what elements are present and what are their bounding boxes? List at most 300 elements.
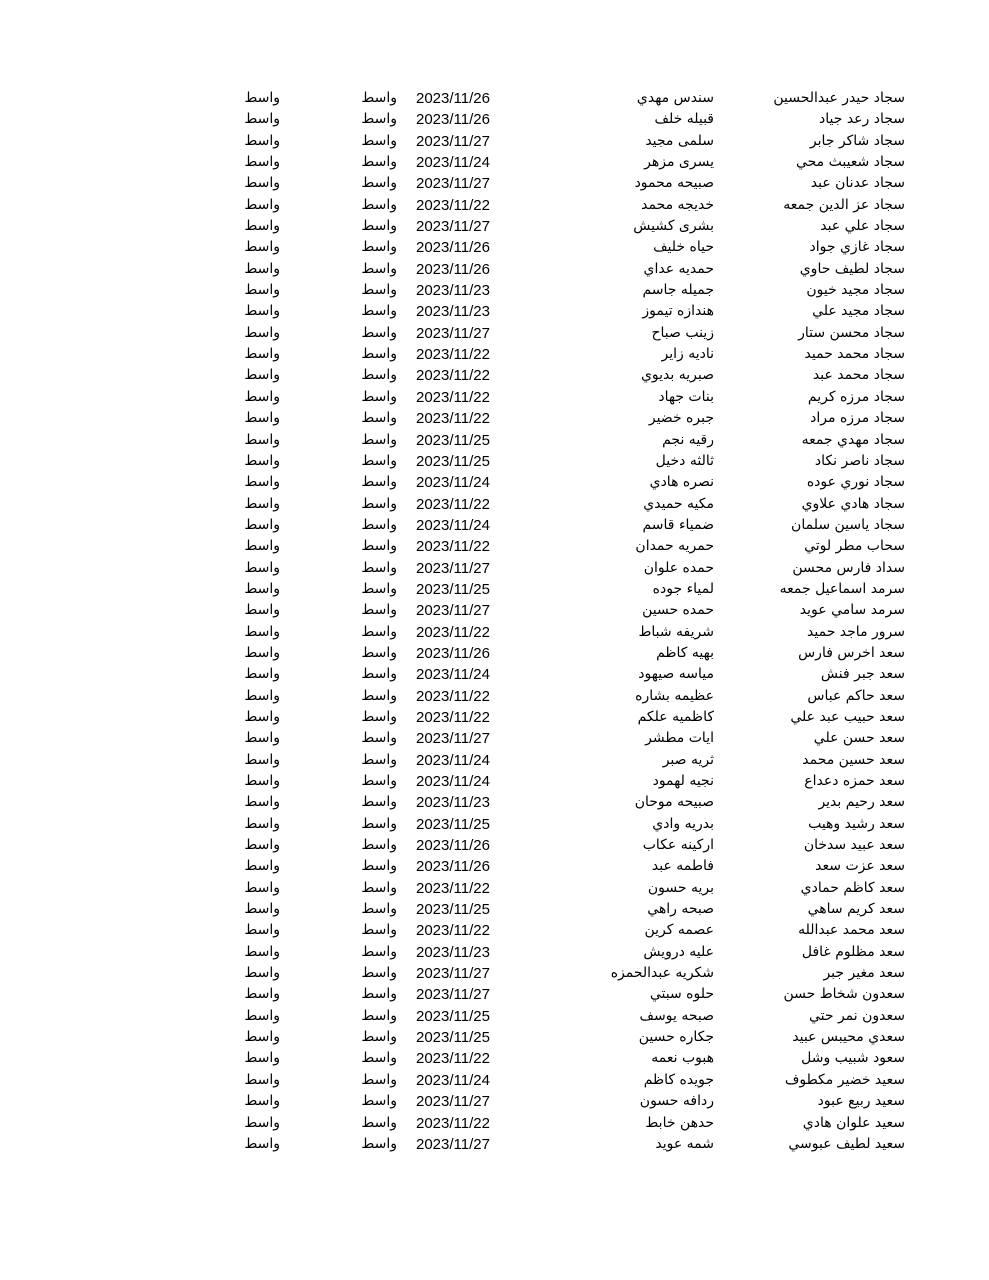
governorate-cell: واسط [361,730,397,747]
table-row [0,1070,989,1091]
governorate-secondary-cell: واسط [244,773,280,789]
mother-name-cell: قبيله خلف [654,111,714,128]
mother-name-cell: عصمه كرين [644,922,714,939]
person-name-cell: سعد حبيب عبد علي [790,708,905,725]
person-name-cell: سعد حمزه دعداع [804,773,905,789]
mother-name-cell: شكريه عبدالحمزه [610,965,714,982]
table-row [0,771,989,792]
mother-name-cell: كاظميه علكم [637,708,714,725]
table-row [0,301,989,322]
date-cell: 2023/11/27 [416,965,490,983]
mother-name-cell: صبريه بديوي [640,367,714,384]
person-name-cell: سجاد علي عبد [820,218,905,235]
governorate-secondary-cell: واسط [244,965,280,982]
governorate-cell: واسط [361,751,397,768]
date-cell: 2023/11/25 [416,431,490,449]
mother-name-cell: هندازه تيموز [642,303,714,320]
date-cell: 2023/11/25 [416,1029,490,1047]
date-cell: 2023/11/22 [416,1114,490,1132]
person-name-cell: سجاد نوري عوده [806,474,905,491]
governorate-cell: واسط [361,346,397,363]
governorate-secondary-cell: واسط [244,751,280,768]
governorate-cell: واسط [361,303,397,320]
governorate-secondary-cell: واسط [244,1114,280,1131]
date-cell: 2023/11/24 [416,751,490,769]
governorate-secondary-cell: واسط [244,1135,280,1152]
person-name-cell: سعد محمد عبدالله [798,922,905,939]
person-name-cell: سرور ماجد حميد [807,623,905,640]
governorate-secondary-cell: واسط [244,388,280,405]
mother-name-cell: بنات جهاد [658,388,714,405]
governorate-secondary-cell: واسط [244,282,280,299]
mother-name-cell: شريفه شباط [638,623,714,640]
date-cell: 2023/11/22 [416,708,490,726]
table-row [0,1113,989,1134]
governorate-cell: واسط [361,901,397,918]
governorate-cell: واسط [361,644,397,661]
governorate-cell: واسط [361,90,397,106]
table-row [0,1134,989,1155]
governorate-cell: واسط [361,922,397,939]
table-row [0,88,989,109]
person-name-cell: سعد عزت سعد [815,858,905,875]
mother-name-cell: حمديه عداي [643,260,714,277]
person-name-cell: سعود شبيب وشل [801,1050,905,1067]
date-cell: 2023/11/27 [416,175,490,193]
governorate-cell: واسط [361,943,397,960]
date-cell: 2023/11/24 [416,773,490,790]
date-cell: 2023/11/26 [416,837,490,855]
date-cell: 2023/11/26 [416,644,490,662]
person-name-cell: سرمد اسماعيل جمعه [779,580,905,597]
table-row [0,750,989,771]
mother-name-cell: حدهن خابط [645,1114,714,1131]
table-row [0,323,989,344]
governorate-secondary-cell: واسط [244,495,280,512]
governorate-secondary-cell: واسط [244,1050,280,1067]
table-row [0,430,989,451]
person-name-cell: سعد حسن علي [813,730,905,747]
person-name-cell: سجاد شاكر جابر [809,132,905,149]
governorate-cell: واسط [361,282,397,299]
table-row [0,814,989,835]
governorate-cell: واسط [361,794,397,811]
mother-name-cell: اركينه عكاب [642,837,714,854]
table-row [0,216,989,237]
governorate-cell: واسط [361,1071,397,1088]
mother-name-cell: جبره خضير [648,410,714,427]
date-cell: 2023/11/22 [416,687,490,705]
governorate-secondary-cell: واسط [244,858,280,875]
table-row [0,451,989,472]
table-row [0,131,989,152]
governorate-cell: واسط [361,1114,397,1131]
mother-name-cell: رقيه نجم [662,431,714,448]
governorate-secondary-cell: واسط [244,516,280,533]
person-name-cell: سعد مظلوم غافل [801,943,905,960]
date-cell: 2023/11/23 [416,282,490,300]
date-cell: 2023/11/25 [416,1007,490,1025]
mother-name-cell: صبحه يوسف [639,1007,714,1024]
person-name-cell: سعد حاكم عباس [807,687,905,704]
date-cell: 2023/11/25 [416,815,490,833]
mother-name-cell: ردافه حسون [639,1093,714,1110]
governorate-secondary-cell: واسط [244,559,280,576]
person-name-cell: سجاد حيدر عبدالحسين [773,90,905,106]
governorate-cell: واسط [361,837,397,854]
governorate-secondary-cell: واسط [244,730,280,747]
table-row [0,152,989,173]
mother-name-cell: نجيه لهمود [652,773,714,789]
person-name-cell: سحاب مطر لوتي [804,538,905,555]
date-cell: 2023/11/24 [416,516,490,534]
governorate-cell: واسط [361,1029,397,1046]
person-name-cell: سعيد علوان هادي [802,1114,905,1131]
date-cell: 2023/11/27 [416,324,490,342]
governorate-cell: واسط [361,367,397,384]
table-row [0,408,989,429]
date-cell: 2023/11/22 [416,196,490,214]
table-row [0,195,989,216]
date-cell: 2023/11/24 [416,474,490,492]
governorate-secondary-cell: واسط [244,602,280,619]
governorate-cell: واسط [361,580,397,597]
mother-name-cell: ايات مطشر [645,730,714,747]
table-row [0,109,989,130]
mother-name-cell: خديجه محمد [641,196,714,213]
governorate-cell: واسط [361,260,397,277]
person-name-cell: سعد عبيد سدخان [803,837,905,854]
governorate-cell: واسط [361,495,397,512]
mother-name-cell: عظيمه بشاره [635,687,714,704]
table-row [0,942,989,963]
governorate-cell: واسط [361,602,397,619]
governorate-cell: واسط [361,815,397,832]
governorate-secondary-cell: واسط [244,943,280,960]
governorate-cell: واسط [361,324,397,341]
governorate-secondary-cell: واسط [244,218,280,235]
table-row [0,237,989,258]
governorate-cell: واسط [361,1093,397,1110]
person-name-cell: سعد حسين محمد [802,751,905,768]
person-name-cell: سجاد هادي علاوي [801,495,905,512]
governorate-secondary-cell: واسط [244,794,280,811]
mother-name-cell: فاطمه عبد [651,858,714,875]
date-cell: 2023/11/22 [416,495,490,513]
mother-name-cell: حياه خليف [653,239,714,256]
governorate-cell: واسط [361,431,397,448]
person-name-cell: سداد فارس محسن [792,559,905,576]
date-cell: 2023/11/23 [416,943,490,961]
mother-name-cell: ناديه زاير [661,346,714,363]
governorate-cell: واسط [361,218,397,235]
governorate-secondary-cell: واسط [244,111,280,128]
governorate-cell: واسط [361,965,397,982]
mother-name-cell: بشرى كشيش [633,218,714,235]
table-row [0,643,989,664]
person-name-cell: سجاد عدنان عبد [810,175,905,192]
mother-name-cell: جميله جاسم [642,282,714,299]
mother-name-cell: زينب صباح [651,324,714,341]
mother-name-cell: ضمياء قاسم [642,516,714,533]
governorate-cell: واسط [361,196,397,213]
table-row [0,984,989,1005]
governorate-cell: واسط [361,132,397,149]
governorate-secondary-cell: واسط [244,175,280,192]
table-row [0,259,989,280]
governorate-secondary-cell: واسط [244,260,280,277]
governorate-secondary-cell: واسط [244,623,280,640]
governorate-secondary-cell: واسط [244,154,280,171]
governorate-secondary-cell: واسط [244,922,280,939]
table-row [0,387,989,408]
mother-name-cell: مياسه صيهود [638,666,714,683]
table-row [0,899,989,920]
governorate-secondary-cell: واسط [244,815,280,832]
person-name-cell: سجاد مجيد علي [812,303,905,320]
governorate-secondary-cell: واسط [244,1093,280,1110]
mother-name-cell: يسرى مزهر [644,154,714,171]
table-row [0,280,989,301]
table-row [0,365,989,386]
date-cell: 2023/11/22 [416,388,490,406]
governorate-secondary-cell: واسط [244,367,280,384]
date-cell: 2023/11/23 [416,303,490,321]
table-row [0,664,989,685]
mother-name-cell: عليه درويش [643,943,714,960]
date-cell: 2023/11/26 [416,260,490,278]
governorate-secondary-cell: واسط [244,708,280,725]
governorate-cell: واسط [361,154,397,171]
person-name-cell: سجاد ناصر نكاد [814,452,905,469]
governorate-secondary-cell: واسط [244,1007,280,1024]
table-row [0,878,989,899]
governorate-secondary-cell: واسط [244,1029,280,1046]
table-row [0,515,989,536]
person-name-cell: سجاد مجيد خيون [806,282,905,299]
person-name-cell: سجاد شعيبث محي [795,154,905,171]
mother-name-cell: حمده حسين [642,602,714,619]
governorate-secondary-cell: واسط [244,324,280,341]
mother-name-cell: حلوه سبتي [649,986,714,1003]
date-cell: 2023/11/22 [416,623,490,641]
mother-name-cell: مكيه حميدي [643,495,714,512]
mother-name-cell: شمه عويد [655,1135,714,1152]
governorate-cell: واسط [361,1050,397,1067]
table-row [0,494,989,515]
person-name-cell: سجاد محمد عبد [812,367,905,384]
table-row [0,920,989,941]
governorate-cell: واسط [361,538,397,555]
governorate-secondary-cell: واسط [244,666,280,683]
date-cell: 2023/11/24 [416,1071,490,1089]
mother-name-cell: لمياء جوده [652,580,714,597]
governorate-secondary-cell: واسط [244,986,280,1003]
date-cell: 2023/11/22 [416,346,490,364]
person-name-cell: سعد رشيد وهيب [808,815,905,832]
table-row [0,579,989,600]
person-name-cell: سعد مغير جبر [823,965,905,982]
date-cell: 2023/11/22 [416,367,490,385]
date-cell: 2023/11/25 [416,580,490,598]
governorate-secondary-cell: واسط [244,1071,280,1088]
governorate-cell: واسط [361,773,397,789]
governorate-secondary-cell: واسط [244,431,280,448]
mother-name-cell: بريه حسون [647,879,714,896]
governorate-secondary-cell: واسط [244,901,280,918]
table-row [0,622,989,643]
mother-name-cell: سلمى مجيد [645,132,714,149]
mother-name-cell: سندس مهدي [636,90,714,106]
date-cell: 2023/11/24 [416,154,490,172]
person-name-cell: سعيد ربيع عبود [817,1093,905,1110]
person-name-cell: سعدي محيبس عبيد [792,1029,905,1046]
date-cell: 2023/11/22 [416,410,490,428]
governorate-secondary-cell: واسط [244,644,280,661]
governorate-secondary-cell: واسط [244,474,280,491]
governorate-cell: واسط [361,516,397,533]
governorate-secondary-cell: واسط [244,303,280,320]
mother-name-cell: صبيحه موحان [634,794,714,811]
person-name-cell: سعدون شخاط حسن [783,986,905,1003]
mother-name-cell: بدريه وادي [652,815,714,832]
governorate-cell: واسط [361,410,397,427]
person-name-cell: سعد جبر فنش [820,666,905,683]
table-row [0,344,989,365]
governorate-cell: واسط [361,1007,397,1024]
table-row [0,963,989,984]
date-cell: 2023/11/26 [416,239,490,257]
date-cell: 2023/11/25 [416,901,490,919]
governorate-cell: واسط [361,452,397,469]
person-name-cell: سعد كاظم حمادي [800,879,905,896]
date-cell: 2023/11/26 [416,90,490,107]
mother-name-cell: جكاره حسين [638,1029,714,1046]
table-row [0,728,989,749]
mother-name-cell: نصره هادي [649,474,714,491]
person-name-cell: سعيد لطيف عبوسي [788,1135,905,1152]
mother-name-cell: ثريه صبر [662,751,714,768]
governorate-cell: واسط [361,708,397,725]
date-cell: 2023/11/22 [416,1050,490,1068]
governorate-secondary-cell: واسط [244,90,280,106]
date-cell: 2023/11/22 [416,879,490,897]
person-name-cell: سعد اخرس فارس [798,644,905,661]
governorate-secondary-cell: واسط [244,837,280,854]
table-row [0,558,989,579]
mother-name-cell: هبوب نعمه [651,1050,714,1067]
table-row [0,1048,989,1069]
table-row [0,1027,989,1048]
table-row [0,536,989,557]
governorate-cell: واسط [361,623,397,640]
governorate-secondary-cell: واسط [244,452,280,469]
records-table [0,88,989,1155]
date-cell: 2023/11/22 [416,922,490,940]
governorate-secondary-cell: واسط [244,879,280,896]
person-name-cell: سجاد لطيف حاوي [799,260,905,277]
date-cell: 2023/11/22 [416,538,490,556]
table-row [0,856,989,877]
table-row [0,1091,989,1112]
table-row [0,686,989,707]
governorate-cell: واسط [361,239,397,256]
person-name-cell: سعيد خضير مكطوف [784,1071,905,1088]
governorate-secondary-cell: واسط [244,196,280,213]
person-name-cell: سعد كريم ساهي [807,901,905,918]
governorate-cell: واسط [361,111,397,128]
person-name-cell: سجاد رعد جياد [818,111,905,128]
date-cell: 2023/11/27 [416,730,490,748]
governorate-secondary-cell: واسط [244,346,280,363]
governorate-cell: واسط [361,559,397,576]
mother-name-cell: صبحه راهي [647,901,714,918]
governorate-secondary-cell: واسط [244,687,280,704]
governorate-secondary-cell: واسط [244,580,280,597]
date-cell: 2023/11/27 [416,1135,490,1153]
mother-name-cell: بهيه كاظم [656,644,714,661]
date-cell: 2023/11/26 [416,858,490,876]
date-cell: 2023/11/24 [416,666,490,684]
date-cell: 2023/11/27 [416,602,490,620]
table-row [0,1006,989,1027]
mother-name-cell: ثالثه دخيل [655,452,714,469]
person-name-cell: سجاد عز الدين جمعه [783,196,905,213]
governorate-cell: واسط [361,858,397,875]
date-cell: 2023/11/27 [416,218,490,236]
governorate-cell: واسط [361,687,397,704]
person-name-cell: سجاد مرزه مراد [810,410,905,427]
mother-name-cell: حمده علوان [643,559,714,576]
person-name-cell: سجاد محمد حميد [804,346,905,363]
table-row [0,835,989,856]
governorate-cell: واسط [361,666,397,683]
table-row [0,173,989,194]
date-cell: 2023/11/25 [416,452,490,470]
date-cell: 2023/11/27 [416,986,490,1004]
governorate-cell: واسط [361,879,397,896]
governorate-secondary-cell: واسط [244,239,280,256]
table-row [0,707,989,728]
governorate-cell: واسط [361,175,397,192]
mother-name-cell: حمريه حمدان [635,538,714,555]
person-name-cell: سعد رحيم بدير [818,794,905,811]
mother-name-cell: صبيحه محمود [634,175,714,192]
person-name-cell: سرمد سامي عويد [799,602,905,619]
date-cell: 2023/11/27 [416,132,490,150]
date-cell: 2023/11/27 [416,1093,490,1111]
governorate-cell: واسط [361,474,397,491]
person-name-cell: سجاد مرزه كريم [807,388,905,405]
governorate-cell: واسط [361,388,397,405]
mother-name-cell: جويده كاظم [643,1071,714,1088]
person-name-cell: سجاد ياسين سلمان [791,516,905,533]
person-name-cell: سجاد مهدي جمعه [801,431,905,448]
governorate-secondary-cell: واسط [244,410,280,427]
person-name-cell: سجاد غازي جواد [809,239,905,256]
governorate-secondary-cell: واسط [244,538,280,555]
governorate-cell: واسط [361,986,397,1003]
table-row [0,600,989,621]
date-cell: 2023/11/23 [416,794,490,812]
governorate-secondary-cell: واسط [244,132,280,149]
person-name-cell: سعدون نمر حتي [808,1007,905,1024]
governorate-cell: واسط [361,1135,397,1152]
person-name-cell: سجاد محسن ستار [798,324,905,341]
date-cell: 2023/11/27 [416,559,490,577]
table-row [0,472,989,493]
date-cell: 2023/11/26 [416,111,490,129]
